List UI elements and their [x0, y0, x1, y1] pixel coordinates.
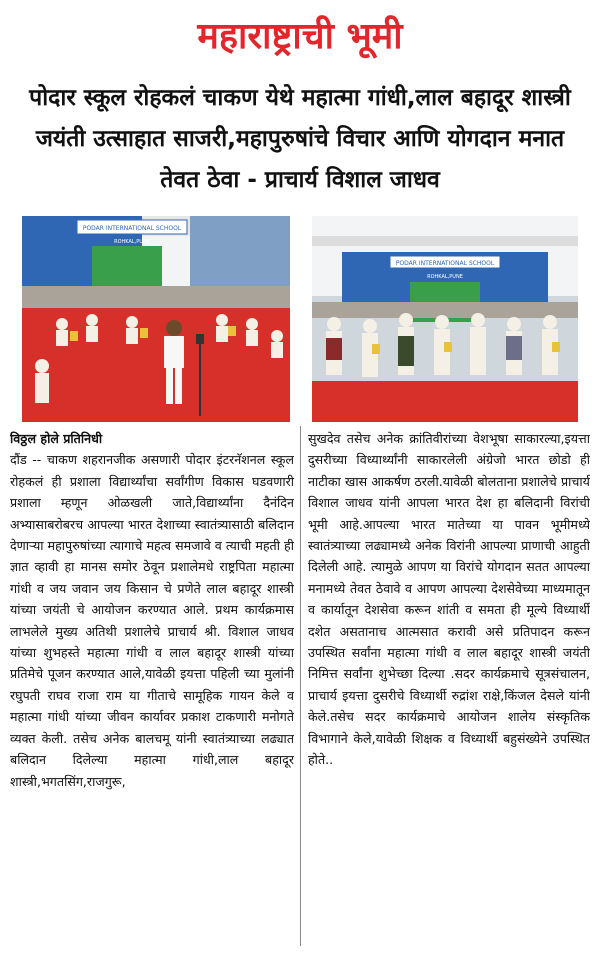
article-column-left	[10, 428, 294, 948]
school-sign-text: PODAR INTERNATIONAL SCHOOL	[395, 260, 495, 267]
masthead-title: महाराष्ट्राची भूमी	[197, 16, 403, 57]
article-column-right	[308, 428, 590, 948]
article-body-right: सुखदेव तसेच अनेक क्रांतिवीरांच्या वेशभूषा साकारल्या,इयत्ता दुसरीच्या विध्यार्थ्यांनी साकारलेली अंग्रेजो भारत छोडो ही नाटीका खास आकर्षण ठरली.यावेळी बोलताना प्रशालेचे प्राचार्य विशाल जाधव यांनी आपला भारत देश हा बलिदानी विरांची भूमी आहे.आपल्या भारत मातेच्या या पावन भूमीमध्ये स्वातंत्र्याच्या लढ्यामध्ये अनेक विरांनी आपल्या प्राणाची आहुती दिलेली आहे. त्यामुळे आपण या विरांचे योगदान सतत आपल्या मनामध्ये तेवत ठेवावे व आपण आपल्या देशसेवेच्या माध्यमातून व कार्यातून देशसेवा करून शांती व समता ही मूल्ये विध्यार्थी दशेत असतानाच आत्मसात करावी असे प्रतिपादन करून उपस्थित सर्वांना महात्मा गांधी व लाल बहादूर शास्त्री जयंती निमित्त सर्वांना शुभेच्छा दिल्या .सदर कार्यक्रमाचे सूत्रसंचालन, प्राचार्य इयत्ता दुसरीचे विध्यार्थी रुद्रांश राक्षे,किंजल देसले यांनी केले.तसेच सदर कार्यक्रमाचे आयोजन शालेय संस्कृतिक विभागाने केले,यावेळी शिक्षक व विध्यार्थी बहुसंख्येने उपस्थित होते..	[308, 431, 590, 768]
photo-stage-illustration	[22, 216, 290, 422]
school-location-text: ROHKAL,PUNE	[427, 274, 463, 280]
article-headline: पोदार स्कूल रोहकलं चाकण येथे महात्मा गांधी,लाल बहादूर शास्त्री जयंती उत्साहात साजरी,महापुरुषांचे विचार आणि योगदान मनात तेवत ठेवा - प्राचार्य विशाल जाधव	[29, 85, 571, 193]
school-location-text: ROHKAL,PUNE	[114, 239, 150, 245]
column-divider	[300, 426, 301, 946]
event-photo-stage	[22, 216, 290, 422]
event-photo-group	[312, 216, 578, 422]
article-byline: विठ्ठल होले प्रतिनिधी	[10, 431, 103, 446]
article-body-left: दौंड -- चाकण शहरानजीक असणारी पोदार इंटरनॅशनल स्कूल रोहकलं ही प्रशाला विद्यार्थ्यांचा सर्वांगीण विकास घडवणारी प्रशाला म्हणून ओळखली जाते,विद्यार्थ्यांना दैनंदिन अभ्यासाबरोबरच आपल्या भारत देशाच्या स्वातंत्र्यासाठी बलिदान देणाऱ्या महापुरुषांच्या त्यागाचे महत्व समजावे व त्याची महती ही ज्ञात व्हावी हा मानस समोर ठेवून प्रशालेमधे राष्ट्रपिता महात्मा गांधी व जय जवान जय किसान चे प्रणेते लाल बहादूर शास्त्री यांच्या जयंती चे आयोजन करण्यात आले. प्रथम कार्यक्रमास लाभलेले मुख्य अतिथी प्रशालेचे प्राचार्य श्री. विशाल जाधव यांच्या शुभहस्ते महात्मा गांधी व लाल बहादूर शास्त्री यांच्या प्रतिमेचे पूजन करण्यात आले,यावेळी इयत्ता पहिली च्या मुलांनी रघुपती राघव राजा राम या गीताचे सामूहिक गायन केले व महात्मा गांधी यांच्या जीवन कार्यावर प्रकाश टाकणारी मनोगते व्यक्त केली. तसेच अनेक बालचमू यांनी स्वातंत्र्याच्या लढ्यात बलिदान दिलेल्या महात्मा गांधी,लाल बहादूर शास्त्री,भगतसिंग,राजगुरू,	[10, 452, 294, 789]
photo-group-illustration	[312, 216, 578, 422]
school-sign-text: PODAR INTERNATIONAL SCHOOL	[82, 225, 182, 232]
